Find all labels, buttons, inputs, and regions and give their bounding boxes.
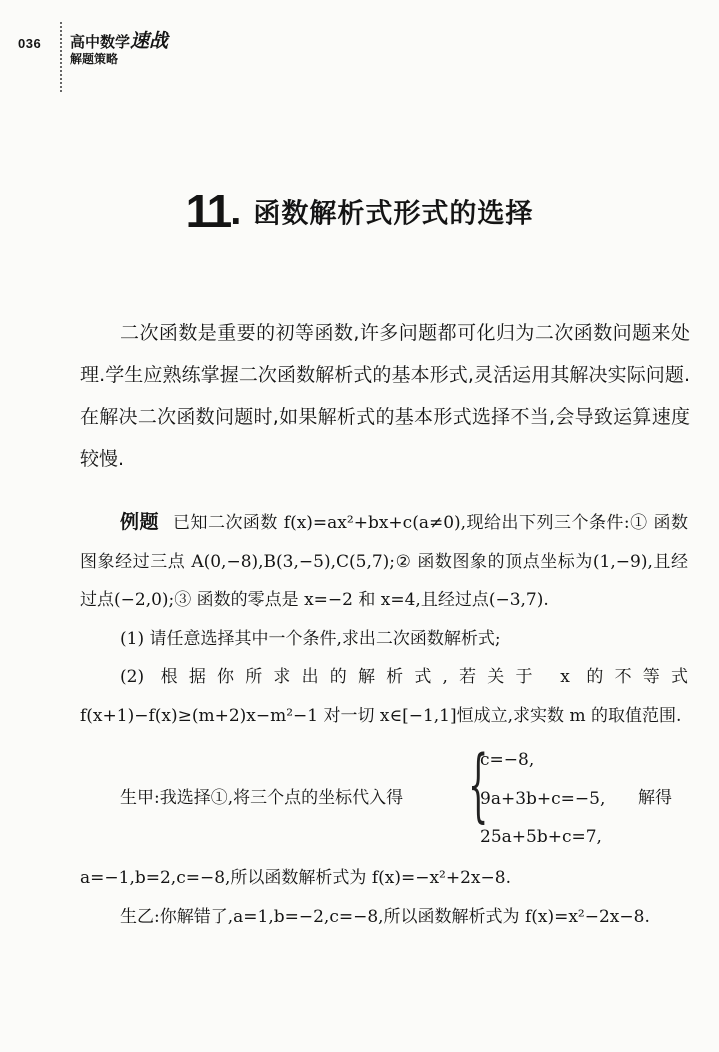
equation-line: 25a+5b+c=7,: [480, 827, 602, 847]
page-number: 036: [18, 36, 42, 51]
equation-line: 9a+3b+c=−5,: [480, 788, 606, 809]
section-heading: [0, 184, 719, 238]
equation-system: [480, 741, 605, 857]
left-brace: {: [468, 738, 489, 831]
equation-line: c=−8,: [480, 750, 535, 770]
book-title: [70, 26, 168, 53]
section-number-dot: .: [230, 188, 242, 233]
solution-yi: 生乙:你解错了,a=1,b=−2,c=−8,所以函数解析式为 f(x)=x²−2x−8.: [120, 906, 650, 927]
solution-jia-system: [80, 738, 688, 859]
example-block: [80, 504, 688, 936]
section-number: 11: [185, 185, 231, 237]
question-1: (1) 请任意选择其中一个条件,求出二次函数解析式;: [120, 628, 501, 649]
book-subtitle: 解题策略: [70, 52, 119, 66]
header-divider: [60, 22, 62, 92]
example-statement: [80, 504, 688, 620]
question-2: (2) 根据你所求出的解析式,若关于 x 的不等式 f(x+1)−f(x)≥(m+2)x−m²−1 对一切 x∈[−1,1]恒成立,求实数 m 的取值范围.: [80, 667, 688, 726]
page-header: [0, 0, 719, 80]
book-title-suffix: 速战: [130, 31, 169, 52]
solution-jia-after: 解得: [638, 788, 672, 808]
intro-paragraph: [80, 312, 690, 480]
example-label: 例题: [120, 512, 159, 533]
intro-text: 二次函数是重要的初等函数,许多问题都可化归为二次函数问题来处理.学生应熟练掌握二次函数解析式的基本形式,灵活运用其解决实际问题.在解决二次函数问题时,如果解析式的基本形式选择不当,会导致运算速度较慢.: [80, 322, 690, 470]
book-title-prefix: 高中数学: [70, 34, 131, 51]
solution-jia-result: a=−1,b=2,c=−8,所以函数解析式为 f(x)=−x²+2x−8.: [80, 868, 511, 888]
section-title: 函数解析式形式的选择: [253, 198, 534, 229]
example-statement-text: 已知二次函数 f(x)=ax²+bx+c(a≠0),现给出下列三个条件:① 函数图象经过三点 A(0,−8),B(3,−5),C(5,7);② 函数图象的顶点坐标为(1,−9),且经过点(−2,0);③ 函数的零点是 x=−2 和 x=4,且经过点(−3,7).: [80, 513, 688, 610]
solution-jia-lead: 生甲:我选择①,将三个点的坐标代入得: [120, 788, 404, 808]
